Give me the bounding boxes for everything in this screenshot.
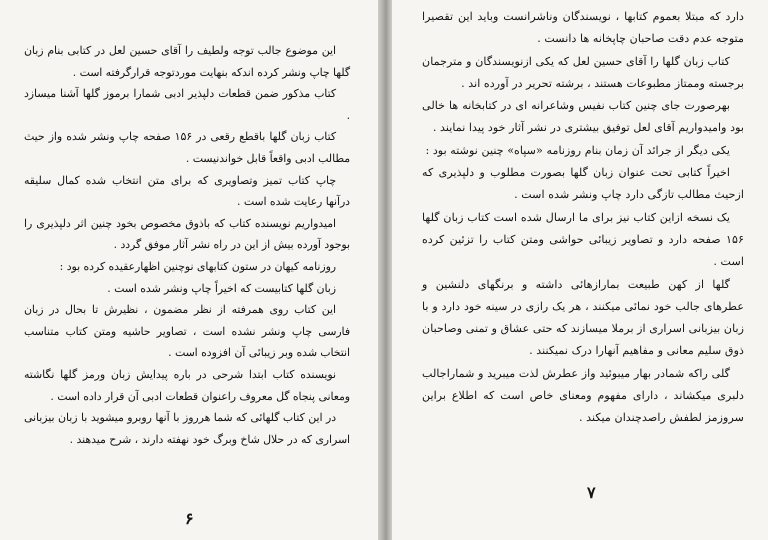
page-number: ۷ [587, 483, 596, 502]
paragraph: این کتاب روی همرفته از نظر مضمون ، نظیرش تا بحال در زبان فارسی چاپ ونشر نشده است ، تصاویر حاشیه ومتن کتاب متناسب انتخاب شده وبر زیبائی آن افزوده است . [24, 303, 350, 360]
paragraph: اخیراً کتابی تحت عنوان زبان گلها بصورت مطلوب و دلپذیری که ازحیث مطالب تازگی دارد چاپ ونشر شده است . [422, 166, 744, 202]
page-number: ۶ [185, 509, 194, 528]
paragraph: نویسنده کتاب ابتدا شرحی در باره پیدایش زبان ورمز گلها نگاشته ومعانی پنجاه گل معروف راعنوان قطعات ادبی آن قرار داده است . [24, 367, 350, 403]
left-page [0, 0, 378, 540]
right-page-text [422, 6, 744, 430]
paragraph: گلها از کهن طبیعت بمارازهائی داشته و برنگهای دلنشین و عطرهای جالب خود نمائی میکنند ، هر یک رازی در سینه خود دارد و با زبان بیزبانی اسراری از برملا میسازند که حتی عشاق و تمنی وصاحبان ذوق سلیم معانی و مفاهیم آنهارا درک نمیکنند . [421, 277, 744, 358]
paragraph: گلی راکه شمادر بهار میبوئید واز عطرش لذت میبرید و شماراجالب دلبری میکشاند ، دارای مفهوم ومعنای خاص است که اطلاع براین سروزمز لطفش راصدچندان میکند . [422, 366, 744, 425]
book-gutter [378, 0, 392, 540]
paragraph: در این کتاب گلهائی که شما هرروز با آنها روبرو میشوید با زبان بیزبانی اسراری که در حلال شاخ وبرگ خود نهفته دارند ، شرح میدهند . [24, 411, 350, 446]
paragraph: بهرصورت جای چنین کتاب نفیس وشاعرانه ای در کتابخانه ها خالی بود وامیدواریم آقای لعل توفیق بیشتری در نشر آثار خود پیدا نمایند . [422, 99, 744, 135]
paragraph: امیدواریم نویسنده کتاب که باذوق مخصوص بخود چنین اثر دلپذیری را بوجود آورده بیش از این در راه نشر آثار موفق گردد . [24, 216, 350, 252]
paragraph: دارد که مبتلا بعموم کتابها ، نویسندگان وناشرانست وباید این تقصیرا متوجه عدم دقت صاحبان چاپخانه ها دانست . [422, 10, 744, 46]
paragraph: کتاب زبان گلها باقطع رقعی در ۱۵۶ صفحه چاپ ونشر شده واز حیث مطالب ادبی واقعاً قابل خواندنیست . [24, 130, 350, 165]
paragraph: این موضوع جالب توجه ولطیف را آقای حسین لعل در کتابی بنام زبان گلها چاپ ونشر کرده اندکه بنهایت موردتوجه قرارگرفته است . [24, 44, 350, 79]
paragraph: روزنامه کیهان در ستون کتابهای نوچنین اظهارعقیده کرده بود : [59, 259, 336, 273]
right-page [392, 0, 768, 540]
left-page-text [24, 40, 350, 450]
paragraph: زبان گلها کتابیست که اخیراً چاپ ونشر شده است . [107, 281, 336, 295]
paragraph: کتاب مذکور ضمن قطعات دلپذیر ادبی شمارا برموز گلها آشنا میسازد . [24, 87, 350, 122]
paragraph: چاپ کتاب تمیز وتصاویری که برای متن انتخاب شده کمال سلیقه درآنها رعایت شده است . [24, 173, 350, 209]
paragraph: یکی دیگر از جرائد آن زمان بنام روزنامه «سپاه» چنین نوشته بود : [425, 143, 730, 157]
paragraph: کتاب زبان گلها را آقای حسین لعل که یکی ازنویسندگان و مترجمان برجسته وممتاز مطبوعات هستند ، برشته تحریر در آورده اند . [422, 54, 744, 90]
paragraph: یک نسخه ازاین کتاب نیز برای ما ارسال شده است کتاب زبان گلها ۱۵۶ صفحه دارد و تصاویر زیبائی حواشی ومتن کتاب را تزئین کرده است . [422, 210, 744, 269]
